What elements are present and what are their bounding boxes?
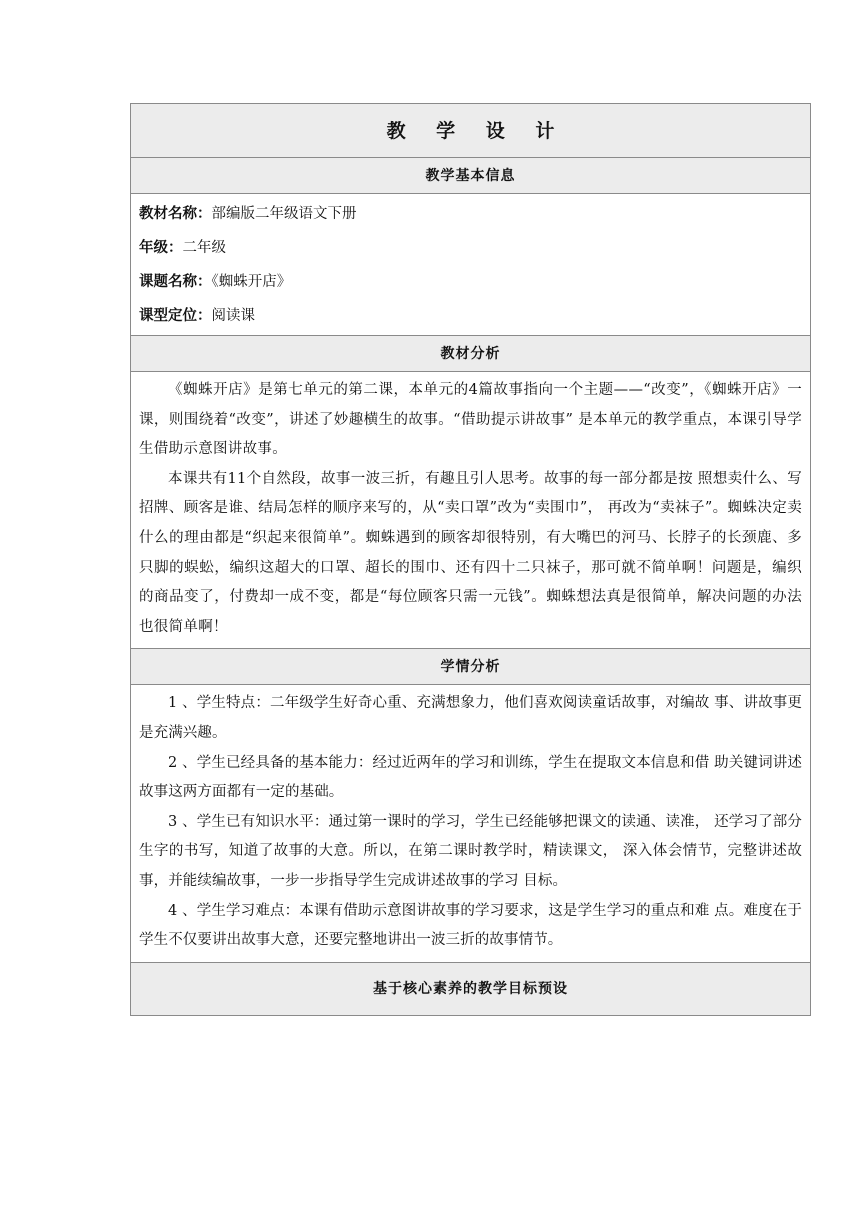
goals-heading: 基于核心素养的教学目标预设	[131, 963, 810, 1015]
field-label: 课题名称：	[139, 274, 212, 290]
field-value: 《蜘蛛开店》	[211, 274, 292, 290]
material-analysis-section	[131, 372, 810, 649]
field-label: 教材名称：	[139, 206, 212, 222]
info-field-textbook	[139, 197, 802, 231]
material-analysis-heading: 教材分析	[131, 336, 810, 372]
field-value: 部编版二年级语文下册	[211, 206, 357, 222]
student-paragraph: 4 、学生学习难点：本课有借助示意图讲故事的学习要求，这是学生学习的重点和难 点。难度在于学生不仅要讲出故事大意，还要完整地讲出一波三折的故事情节。	[139, 902, 802, 949]
material-paragraph: 《蜘蛛开店》是第七单元的第二课，本单元的4篇故事指向一个主题——“改变”，《蜘蛛开店》一课，则围绕着“改变”，讲述了妙趣横生的故事。“借助提示讲故事” 是本单元的教学重点，本课引导学生借助示意图讲故事。	[139, 382, 802, 458]
basic-info-heading: 教学基本信息	[131, 158, 810, 194]
material-paragraph: 本课共有11个自然段，故事一波三折，有趣且引人思考。故事的每一部分都是按 照想卖什么、写招牌、顾客是谁、结局怎样的顺序来写的，从“卖口罩”改为“卖围巾”， 再改为“卖袜子”。蜘蛛决定卖什么的理由都是“织起来很简单”。蜘蛛遇到的顾客却很特别，有大嘴巴的河马、长脖子的长颈鹿、多只脚的蜈蚣，编织这超大的口罩、超长的围巾、还有四十二只袜子，那可就不简单啊！问题是，编织的商品变了，付费却一成不变，都是“每位顾客只需一元钱”。蜘蛛想法真是很简单，解决问题的办法也很简单啊！	[139, 470, 802, 635]
document-title: 教 学 设 计	[131, 104, 810, 158]
student-paragraph: 1 、学生特点：二年级学生好奇心重、充满想象力，他们喜欢阅读童话故事，对编故 事、讲故事更是充满兴趣。	[139, 695, 802, 741]
field-label: 课型定位：	[139, 308, 212, 324]
info-field-topic	[139, 265, 802, 299]
lesson-plan-table	[130, 103, 811, 1016]
info-field-grade	[139, 231, 802, 265]
field-value: 阅读课	[211, 308, 255, 324]
basic-info-section	[131, 194, 810, 336]
field-value: 二年级	[182, 240, 226, 256]
student-paragraph: 3 、学生已有知识水平：通过第一课时的学习，学生已经能够把课文的读通、读准， 还学习了部分生字的书写，知道了故事的大意。所以，在第二课时教学时，精读课文， 深入体会情节，完整讲述故事，并能续编故事，一步一步指导学生完成讲述故事的学习 目标。	[139, 813, 802, 889]
student-analysis-section	[131, 685, 810, 962]
info-field-lesson-type	[139, 299, 802, 333]
student-analysis-heading: 学情分析	[131, 649, 810, 685]
student-paragraph: 2 、学生已经具备的基本能力：经过近两年的学习和训练，学生在提取文本信息和借 助关键词讲述故事这两方面都有一定的基础。	[139, 754, 802, 801]
field-label: 年级：	[139, 240, 183, 256]
